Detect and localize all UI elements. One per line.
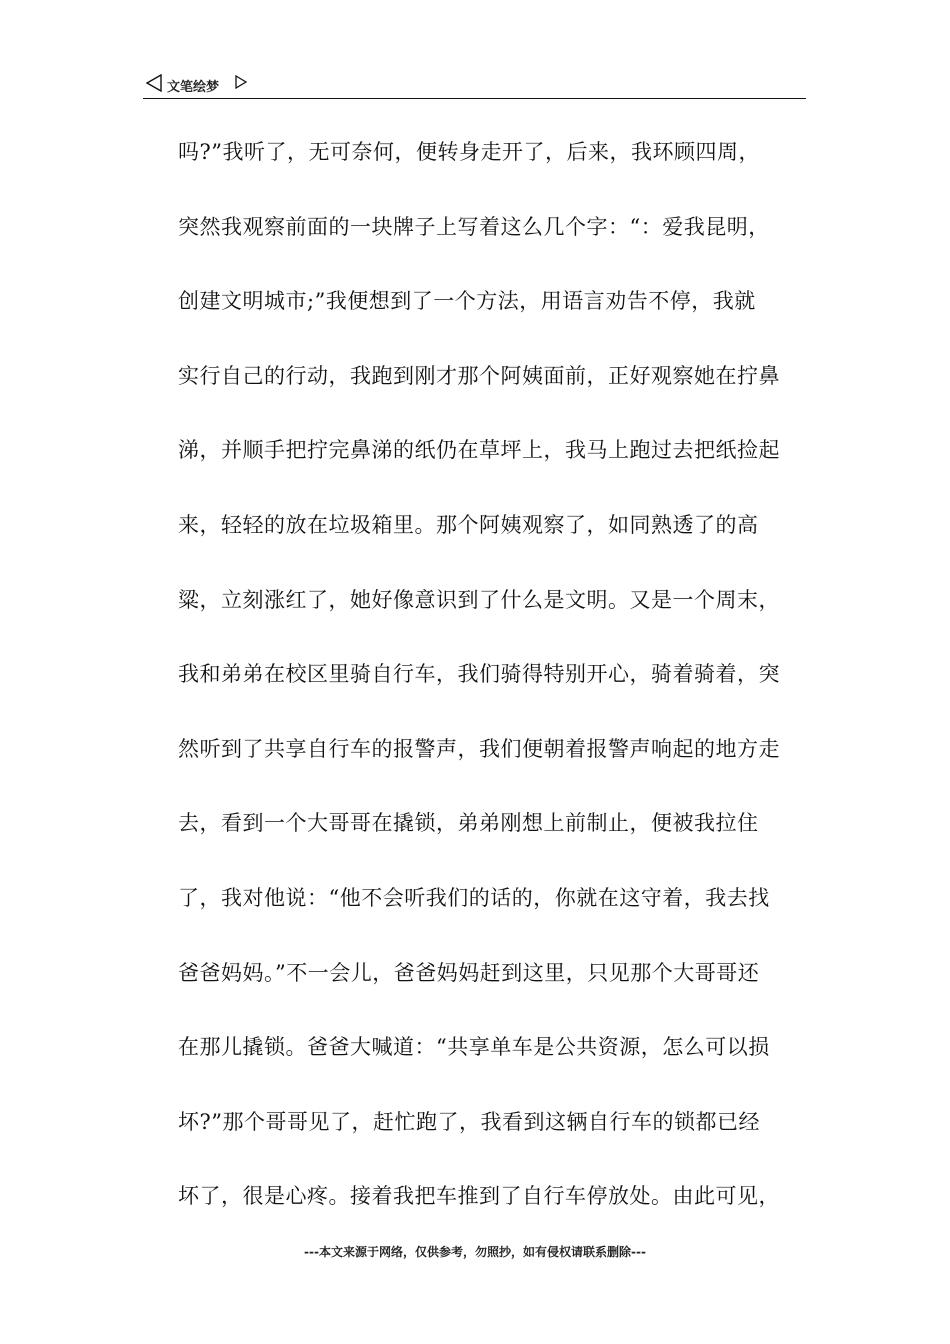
text-line: 实行自己的行动，我跑到刚才那个阿姨面前，正好观察她在拧鼻 [178, 363, 780, 388]
text-line: 然听到了共享自行车的报警声，我们便朝着报警声响起的地方走 [178, 736, 780, 761]
text-line: 粱，立刻涨红了，她好像意识到了什么是文明。又是一个周末， [178, 587, 780, 612]
text-line: 突然我观察前面的一块牌子上写着这么几个字：“：爱我昆明， [178, 214, 770, 239]
text-line: 爸爸妈妈。”不一会儿，爸爸妈妈赶到这里，只见那个大哥哥还 [178, 960, 760, 985]
text-line: 来，轻轻的放在垃圾箱里。那个阿姨观察了，如同熟透了的高 [178, 512, 759, 537]
page-header [143, 72, 806, 99]
body-text [178, 132, 808, 1251]
text-line: 坏?”那个哥哥见了，赶忙跑了，我看到这辆自行车的锁都已经 [178, 1109, 760, 1134]
text-line: 涕，并顺手把拧完鼻涕的纸仍在草坪上，我马上跑过去把纸捡起 [178, 438, 780, 463]
text-line: 了，我对他说：“他不会听我们的话的，你就在这守着，我去找 [178, 885, 770, 910]
text-line: 我和弟弟在校区里骑自行车，我们骑得特别开心，骑着骑着，突 [178, 662, 780, 687]
text-line: 创建文明城市;”我便想到了一个方法，用语言劝告不停，我就 [178, 289, 756, 314]
text-line: 吗?”我听了，无可奈何，便转身走开了，后来，我环顾四周， [178, 140, 760, 164]
triangle-left-icon [145, 74, 163, 92]
header-title: 文笔绘梦 [167, 80, 220, 95]
text-line: 在那儿撬锁。爸爸大喊道：“共享单车是公共资源，怎么可以损 [178, 1035, 770, 1060]
text-line: 坏了，很是心疼。接着我把车推到了自行车停放处。由此可见， [178, 1184, 780, 1209]
text-line: 去，看到一个大哥哥在撬锁，弟弟刚想上前制止，便被我拉住 [178, 811, 759, 836]
triangle-right-icon [235, 75, 247, 89]
footer-disclaimer: ---本文来源于网络，仅供参考，勿照抄，如有侵权请联系删除--- [304, 1245, 646, 1259]
